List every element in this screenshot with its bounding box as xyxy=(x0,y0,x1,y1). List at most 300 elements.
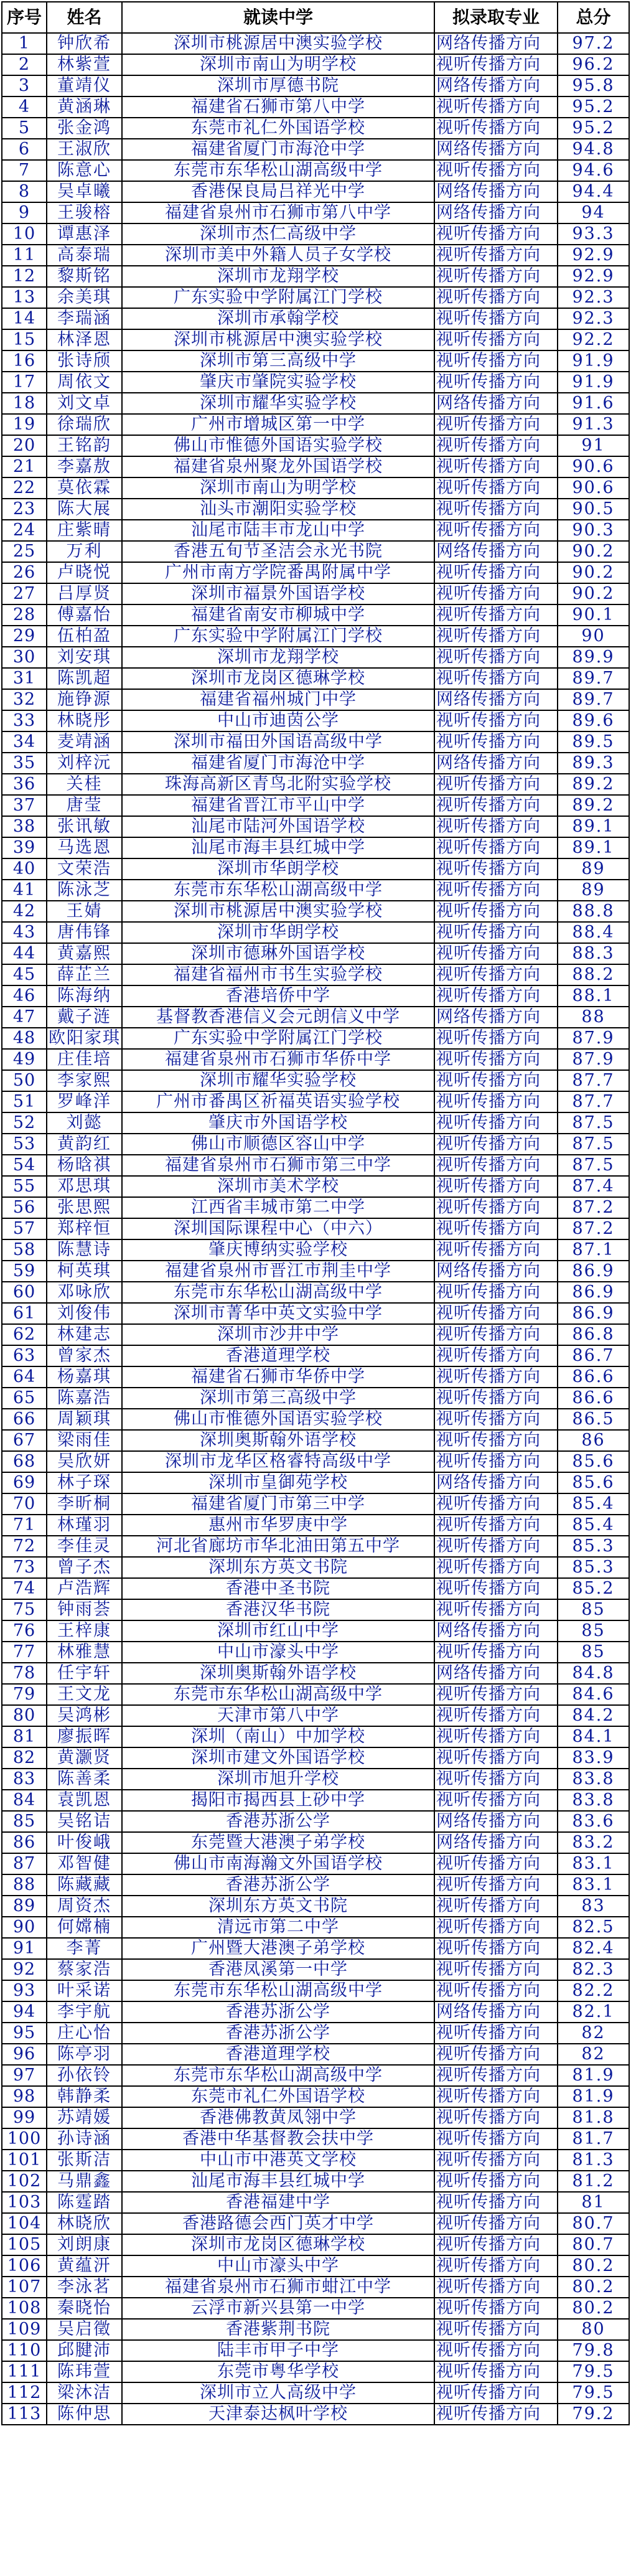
school-name: 深圳市华朗学校 xyxy=(122,858,434,880)
school-name: 福建省厦门市第三中学 xyxy=(122,1493,434,1515)
total-score: 97.2 xyxy=(558,33,629,54)
total-score: 87.1 xyxy=(558,1239,629,1261)
school-name: 深圳东方英文书院 xyxy=(122,1557,434,1578)
major-direction: 视听传播方向 xyxy=(434,1874,558,1896)
total-score: 79.8 xyxy=(558,2340,629,2361)
student-name: 叶俊峨 xyxy=(47,1832,122,1853)
school-name: 深圳市南山为明学校 xyxy=(122,477,434,499)
table-row xyxy=(2,1684,629,1705)
student-name: 刘朗康 xyxy=(47,2234,122,2255)
table-row xyxy=(2,858,629,880)
school-name: 惠州市华罗庚中学 xyxy=(122,1515,434,1536)
row-number: 35 xyxy=(2,753,47,774)
total-score: 87.5 xyxy=(558,1112,629,1134)
student-name: 莫依霖 xyxy=(47,477,122,499)
table-row xyxy=(2,1663,629,1684)
school-name: 福建省泉州市石狮市第三中学 xyxy=(122,1155,434,1176)
row-number: 24 xyxy=(2,520,47,541)
row-number: 48 xyxy=(2,1028,47,1049)
student-name: 陈善柔 xyxy=(47,1769,122,1790)
student-name: 孙诗涵 xyxy=(47,2128,122,2150)
student-name: 吕厚贤 xyxy=(47,583,122,604)
major-direction: 网络传播方向 xyxy=(434,202,558,223)
student-name: 张思熙 xyxy=(47,1197,122,1218)
student-name: 陈藏藏 xyxy=(47,1874,122,1896)
total-score: 83.8 xyxy=(558,1790,629,1811)
school-name: 福建省晋江市平山中学 xyxy=(122,795,434,816)
student-name: 陈海纳 xyxy=(47,985,122,1007)
major-direction: 视听传播方向 xyxy=(434,985,558,1007)
table-row xyxy=(2,1282,629,1303)
row-number: 85 xyxy=(2,1811,47,1832)
school-name: 香港苏浙公学 xyxy=(122,2001,434,2023)
table-row xyxy=(2,689,629,710)
school-name: 清远市第二中学 xyxy=(122,1917,434,1938)
table-row xyxy=(2,1557,629,1578)
total-score: 82.5 xyxy=(558,1917,629,1938)
student-name: 徐瑞欣 xyxy=(47,414,122,435)
table-row xyxy=(2,2044,629,2065)
table-row xyxy=(2,774,629,795)
table-row xyxy=(2,626,629,647)
school-name: 广东实验中学附属江门学校 xyxy=(122,626,434,647)
total-score: 91.9 xyxy=(558,372,629,393)
major-direction: 视听传播方向 xyxy=(434,1091,558,1112)
row-number: 43 xyxy=(2,922,47,943)
school-name: 深圳市桃源居中澳实验学校 xyxy=(122,33,434,54)
school-name: 香港路德会西门英才中学 xyxy=(122,2213,434,2234)
header-score: 总分 xyxy=(558,2,629,33)
student-name: 傅嘉怡 xyxy=(47,604,122,626)
school-name: 深圳市龙翔学校 xyxy=(122,647,434,668)
school-name: 深圳市厚德书院 xyxy=(122,75,434,96)
table-row xyxy=(2,985,629,1007)
table-row xyxy=(2,223,629,245)
school-name: 香港中华基督教会扶中学 xyxy=(122,2128,434,2150)
student-name: 孙依铃 xyxy=(47,2065,122,2086)
table-row xyxy=(2,710,629,731)
student-name: 林瑾羽 xyxy=(47,1515,122,1536)
student-name: 陈大展 xyxy=(47,499,122,520)
table-row xyxy=(2,1345,629,1366)
table-row xyxy=(2,1515,629,1536)
major-direction: 视听传播方向 xyxy=(434,1345,558,1366)
major-direction: 视听传播方向 xyxy=(434,1536,558,1557)
major-direction: 视听传播方向 xyxy=(434,1070,558,1091)
student-name: 杨嘉琪 xyxy=(47,1366,122,1388)
school-name: 福建省南安市柳城中学 xyxy=(122,604,434,626)
table-row xyxy=(2,2255,629,2277)
major-direction: 视听传播方向 xyxy=(434,1790,558,1811)
major-direction: 视听传播方向 xyxy=(434,1959,558,1980)
row-number: 98 xyxy=(2,2086,47,2107)
student-name: 黎斯铭 xyxy=(47,266,122,287)
table-row xyxy=(2,2023,629,2044)
row-number: 52 xyxy=(2,1112,47,1134)
table-row xyxy=(2,245,629,266)
table-row xyxy=(2,2171,629,2192)
school-name: 广东实验中学附属江门学校 xyxy=(122,1028,434,1049)
row-number: 60 xyxy=(2,1282,47,1303)
total-score: 82.4 xyxy=(558,1938,629,1959)
row-number: 63 xyxy=(2,1345,47,1366)
school-name: 香港道理学校 xyxy=(122,1345,434,1366)
student-name: 施铮源 xyxy=(47,689,122,710)
student-name: 庄紫晴 xyxy=(47,520,122,541)
row-number: 109 xyxy=(2,2319,47,2340)
row-number: 10 xyxy=(2,223,47,245)
row-number: 45 xyxy=(2,964,47,985)
student-name: 王文龙 xyxy=(47,1684,122,1705)
student-name: 黄韵红 xyxy=(47,1134,122,1155)
table-row xyxy=(2,1769,629,1790)
row-number: 107 xyxy=(2,2277,47,2298)
table-row xyxy=(2,2213,629,2234)
row-number: 37 xyxy=(2,795,47,816)
student-name: 余美琪 xyxy=(47,287,122,308)
major-direction: 视听传播方向 xyxy=(434,2086,558,2107)
school-name: 揭阳市揭西县上砂中学 xyxy=(122,1790,434,1811)
major-direction: 视听传播方向 xyxy=(434,2213,558,2234)
row-number: 84 xyxy=(2,1790,47,1811)
total-score: 86.5 xyxy=(558,1409,629,1430)
major-direction: 视听传播方向 xyxy=(434,2255,558,2277)
school-name: 福建省福州市书生实验学校 xyxy=(122,964,434,985)
major-direction: 视听传播方向 xyxy=(434,647,558,668)
school-name: 广州市南方学院番禺附属中学 xyxy=(122,562,434,583)
row-number: 93 xyxy=(2,1980,47,2001)
table-row xyxy=(2,160,629,181)
school-name: 珠海高新区青鸟北附实验学校 xyxy=(122,774,434,795)
student-name: 张讯敏 xyxy=(47,816,122,837)
total-score: 79.2 xyxy=(558,2404,629,2425)
table-row xyxy=(2,1853,629,1874)
major-direction: 视听传播方向 xyxy=(434,1176,558,1197)
table-row xyxy=(2,1811,629,1832)
row-number: 80 xyxy=(2,1705,47,1726)
school-name: 深圳奥斯翰外语学校 xyxy=(122,1430,434,1451)
total-score: 89 xyxy=(558,858,629,880)
student-name: 林晓彤 xyxy=(47,710,122,731)
table-row xyxy=(2,901,629,922)
table-row xyxy=(2,1239,629,1261)
school-name: 福建省泉州聚龙外国语学校 xyxy=(122,456,434,477)
school-name: 香港保良局吕祥光中学 xyxy=(122,181,434,202)
school-name: 河北省廊坊市华北油田第五中学 xyxy=(122,1536,434,1557)
table-row xyxy=(2,922,629,943)
school-name: 东莞市东华松山湖高级中学 xyxy=(122,880,434,901)
major-direction: 视听传播方向 xyxy=(434,1515,558,1536)
major-direction: 视听传播方向 xyxy=(434,2319,558,2340)
table-row xyxy=(2,2001,629,2023)
school-name: 深圳市耀华实验学校 xyxy=(122,1070,434,1091)
row-number: 46 xyxy=(2,985,47,1007)
total-score: 88.8 xyxy=(558,901,629,922)
total-score: 92.9 xyxy=(558,245,629,266)
major-direction: 视听传播方向 xyxy=(434,1049,558,1070)
table-row xyxy=(2,2319,629,2340)
school-name: 香港汉华书院 xyxy=(122,1599,434,1620)
table-row xyxy=(2,1620,629,1642)
school-name: 肇庆市外国语学校 xyxy=(122,1112,434,1134)
school-name: 汕尾市陆河外国语学校 xyxy=(122,816,434,837)
row-number: 8 xyxy=(2,181,47,202)
major-direction: 网络传播方向 xyxy=(434,1832,558,1853)
major-direction: 视听传播方向 xyxy=(434,160,558,181)
school-name: 深圳市红山中学 xyxy=(122,1620,434,1642)
school-name: 香港道理学校 xyxy=(122,2044,434,2065)
row-number: 39 xyxy=(2,837,47,858)
table-row xyxy=(2,2192,629,2213)
major-direction: 视听传播方向 xyxy=(434,774,558,795)
total-score: 89.3 xyxy=(558,753,629,774)
student-name: 王婧 xyxy=(47,901,122,922)
row-number: 57 xyxy=(2,1218,47,1239)
major-direction: 视听传播方向 xyxy=(434,1980,558,2001)
school-name: 深圳市沙井中学 xyxy=(122,1324,434,1345)
student-name: 王淑欣 xyxy=(47,139,122,160)
header-name: 姓名 xyxy=(47,2,122,33)
table-row xyxy=(2,1366,629,1388)
major-direction: 视听传播方向 xyxy=(434,414,558,435)
major-direction: 视听传播方向 xyxy=(434,287,558,308)
total-score: 90.3 xyxy=(558,520,629,541)
total-score: 85.3 xyxy=(558,1536,629,1557)
row-number: 19 xyxy=(2,414,47,435)
school-name: 深圳东方英文书院 xyxy=(122,1896,434,1917)
row-number: 55 xyxy=(2,1176,47,1197)
row-number: 82 xyxy=(2,1747,47,1769)
school-name: 汕头市潮阳实验学校 xyxy=(122,499,434,520)
student-name: 黄灏贤 xyxy=(47,1747,122,1769)
row-number: 74 xyxy=(2,1578,47,1599)
row-number: 101 xyxy=(2,2150,47,2171)
major-direction: 视听传播方向 xyxy=(434,2277,558,2298)
total-score: 91 xyxy=(558,435,629,456)
total-score: 95.8 xyxy=(558,75,629,96)
student-name: 吴欣妍 xyxy=(47,1451,122,1472)
student-name: 任宇轩 xyxy=(47,1663,122,1684)
row-number: 100 xyxy=(2,2128,47,2150)
student-name: 黄蕴汧 xyxy=(47,2255,122,2277)
total-score: 85.6 xyxy=(558,1451,629,1472)
table-row xyxy=(2,1134,629,1155)
student-name: 罗峰洋 xyxy=(47,1091,122,1112)
major-direction: 视听传播方向 xyxy=(434,1938,558,1959)
school-name: 香港培侨中学 xyxy=(122,985,434,1007)
table-row xyxy=(2,308,629,329)
table-row xyxy=(2,1705,629,1726)
total-score: 91.6 xyxy=(558,393,629,414)
total-score: 89.1 xyxy=(558,837,629,858)
major-direction: 视听传播方向 xyxy=(434,245,558,266)
table-row xyxy=(2,837,629,858)
table-row xyxy=(2,435,629,456)
row-number: 97 xyxy=(2,2065,47,2086)
school-name: 广州市增城区第一中学 xyxy=(122,414,434,435)
row-number: 20 xyxy=(2,435,47,456)
school-name: 基督教香港信义会元朗信义中学 xyxy=(122,1007,434,1028)
total-score: 84.6 xyxy=(558,1684,629,1705)
total-score: 80.7 xyxy=(558,2234,629,2255)
total-score: 92.9 xyxy=(558,266,629,287)
row-number: 53 xyxy=(2,1134,47,1155)
school-name: 深圳市龙岗区德琳学校 xyxy=(122,2234,434,2255)
school-name: 东莞市东华松山湖高级中学 xyxy=(122,1684,434,1705)
row-number: 70 xyxy=(2,1493,47,1515)
total-score: 83.8 xyxy=(558,1769,629,1790)
school-name: 东莞暨大港澳子弟学校 xyxy=(122,1832,434,1853)
total-score: 85.4 xyxy=(558,1493,629,1515)
table-row xyxy=(2,202,629,223)
table-row xyxy=(2,2361,629,2382)
school-name: 深圳市承翰学校 xyxy=(122,308,434,329)
major-direction: 视听传播方向 xyxy=(434,668,558,689)
school-name: 福建省泉州市石狮市华侨中学 xyxy=(122,1049,434,1070)
row-number: 62 xyxy=(2,1324,47,1345)
table-row xyxy=(2,1430,629,1451)
student-name: 梁雨佳 xyxy=(47,1430,122,1451)
major-direction: 视听传播方向 xyxy=(434,54,558,75)
row-number: 40 xyxy=(2,858,47,880)
school-name: 中山市濠头中学 xyxy=(122,2255,434,2277)
student-name: 林晓欣 xyxy=(47,2213,122,2234)
major-direction: 视听传播方向 xyxy=(434,1028,558,1049)
school-name: 东莞市东华松山湖高级中学 xyxy=(122,1980,434,2001)
school-name: 深圳市龙岗区德琳学校 xyxy=(122,668,434,689)
table-row xyxy=(2,1451,629,1472)
total-score: 94.8 xyxy=(558,139,629,160)
row-number: 94 xyxy=(2,2001,47,2023)
table-row xyxy=(2,647,629,668)
total-score: 80.2 xyxy=(558,2255,629,2277)
row-number: 31 xyxy=(2,668,47,689)
table-row xyxy=(2,499,629,520)
table-row xyxy=(2,2150,629,2171)
student-name: 周资杰 xyxy=(47,1896,122,1917)
table-row xyxy=(2,1028,629,1049)
total-score: 92.3 xyxy=(558,287,629,308)
table-row xyxy=(2,350,629,372)
total-score: 87.7 xyxy=(558,1091,629,1112)
table-row xyxy=(2,1747,629,1769)
row-number: 90 xyxy=(2,1917,47,1938)
total-score: 90.1 xyxy=(558,604,629,626)
total-score: 95.2 xyxy=(558,118,629,139)
major-direction: 视听传播方向 xyxy=(434,266,558,287)
major-direction: 视听传播方向 xyxy=(434,1218,558,1239)
student-name: 林紫萱 xyxy=(47,54,122,75)
row-number: 105 xyxy=(2,2234,47,2255)
row-number: 30 xyxy=(2,647,47,668)
major-direction: 网络传播方向 xyxy=(434,541,558,562)
total-score: 89.9 xyxy=(558,647,629,668)
major-direction: 视听传播方向 xyxy=(434,1430,558,1451)
row-number: 86 xyxy=(2,1832,47,1853)
student-name: 吴启徵 xyxy=(47,2319,122,2340)
row-number: 54 xyxy=(2,1155,47,1176)
major-direction: 视听传播方向 xyxy=(434,837,558,858)
student-name: 邱腱沛 xyxy=(47,2340,122,2361)
total-score: 82.2 xyxy=(558,1980,629,2001)
row-number: 61 xyxy=(2,1303,47,1324)
row-number: 99 xyxy=(2,2107,47,2128)
major-direction: 视听传播方向 xyxy=(434,1557,558,1578)
total-score: 88 xyxy=(558,1007,629,1028)
major-direction: 视听传播方向 xyxy=(434,499,558,520)
table-row xyxy=(2,2086,629,2107)
row-number: 89 xyxy=(2,1896,47,1917)
table-row xyxy=(2,1874,629,1896)
major-direction: 视听传播方向 xyxy=(434,1112,558,1134)
total-score: 87.9 xyxy=(558,1049,629,1070)
table-row xyxy=(2,1261,629,1282)
major-direction: 视听传播方向 xyxy=(434,1239,558,1261)
student-name: 关桂 xyxy=(47,774,122,795)
school-name: 东莞市礼仁外国语学校 xyxy=(122,118,434,139)
student-name: 文荣浩 xyxy=(47,858,122,880)
total-score: 86.9 xyxy=(558,1261,629,1282)
major-direction: 视听传播方向 xyxy=(434,731,558,753)
row-number: 23 xyxy=(2,499,47,520)
student-name: 柯英琪 xyxy=(47,1261,122,1282)
major-direction: 视听传播方向 xyxy=(434,1642,558,1663)
student-name: 黄涵琳 xyxy=(47,96,122,118)
table-row xyxy=(2,816,629,837)
header-major: 拟录取专业 xyxy=(434,2,558,33)
student-name: 梁沐洁 xyxy=(47,2382,122,2404)
student-name: 陈霆踏 xyxy=(47,2192,122,2213)
table-row xyxy=(2,2107,629,2128)
school-name: 中山市迪茵公学 xyxy=(122,710,434,731)
total-score: 81.9 xyxy=(558,2086,629,2107)
table-row xyxy=(2,181,629,202)
student-name: 高泰瑞 xyxy=(47,245,122,266)
major-direction: 视听传播方向 xyxy=(434,1303,558,1324)
school-name: 深圳市德琳外国语学校 xyxy=(122,943,434,964)
header-school: 就读中学 xyxy=(122,2,434,33)
student-name: 周颖琪 xyxy=(47,1409,122,1430)
school-name: 香港五旬节圣洁会永光书院 xyxy=(122,541,434,562)
row-number: 38 xyxy=(2,816,47,837)
table-row xyxy=(2,1091,629,1112)
total-score: 89.5 xyxy=(558,731,629,753)
total-score: 96.2 xyxy=(558,54,629,75)
table-row xyxy=(2,75,629,96)
table-row xyxy=(2,562,629,583)
total-score: 83.1 xyxy=(558,1853,629,1874)
total-score: 88.4 xyxy=(558,922,629,943)
total-score: 89 xyxy=(558,880,629,901)
major-direction: 视听传播方向 xyxy=(434,372,558,393)
row-number: 73 xyxy=(2,1557,47,1578)
row-number: 113 xyxy=(2,2404,47,2425)
total-score: 90.2 xyxy=(558,541,629,562)
table-row xyxy=(2,880,629,901)
row-number: 44 xyxy=(2,943,47,964)
school-name: 福建省厦门市海沧中学 xyxy=(122,139,434,160)
major-direction: 视听传播方向 xyxy=(434,795,558,816)
total-score: 89.7 xyxy=(558,668,629,689)
major-direction: 网络传播方向 xyxy=(434,1261,558,1282)
school-name: 福建省石狮市华侨中学 xyxy=(122,1366,434,1388)
total-score: 81.2 xyxy=(558,2171,629,2192)
table-row xyxy=(2,2404,629,2425)
student-name: 万利 xyxy=(47,541,122,562)
total-score: 89.7 xyxy=(558,689,629,710)
table-row xyxy=(2,1409,629,1430)
major-direction: 视听传播方向 xyxy=(434,96,558,118)
